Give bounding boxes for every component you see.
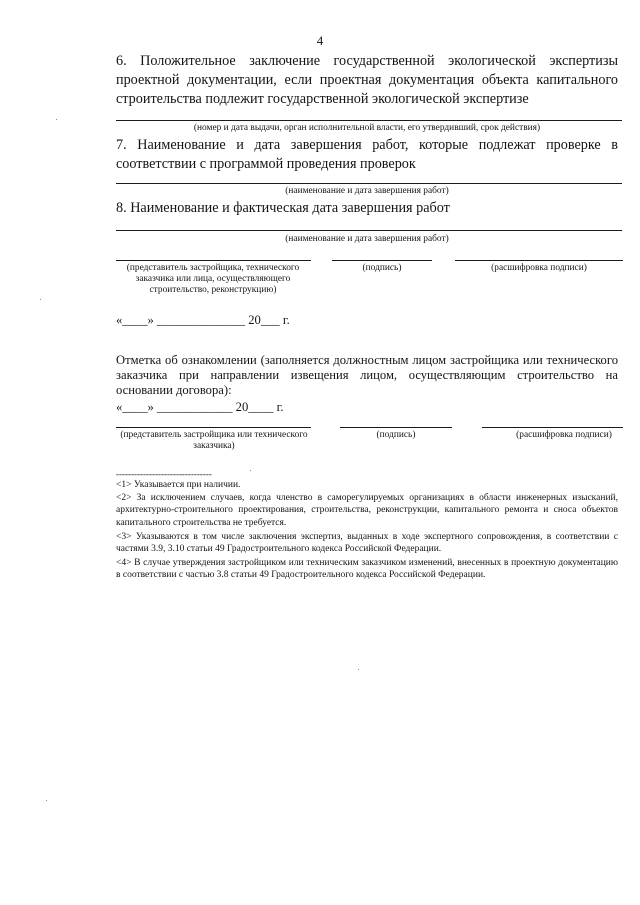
footnote-3: <3> Указываются в том числе заключения экспертиз, выданных в ходе экспертного сопровождения, в соответствии с частями 3.9, 3.10 статьи 49 Градостроительного кодекса Российской Федерации. [116,532,618,555]
sign-signature-line [332,260,432,261]
ack-decode-caption: (расшифровка подписи) [516,430,612,440]
ack-sign-signature-line [340,427,452,428]
section-8-text: 8. Наименование и фактическая дата завершения работ [116,200,450,216]
section-6-fill-line [116,120,622,121]
section-7-caption: (наименование и дата завершения работ) [285,186,449,196]
decode-caption: (расшифровка подписи) [491,263,587,273]
footnote-1: <1> Указывается при наличии. [116,480,241,490]
decode-signature-line [455,260,623,261]
scan-speck [358,669,359,670]
ack-sign-caption: (подпись) [376,430,416,440]
section-8-fill-line [116,230,622,231]
scan-speck [250,470,251,471]
rep-caption: (представитель застройщика, технического заказчика или лица, осуществляющего строительство, реконструкцию) [126,263,300,295]
acknowledgement-text: Отметка об ознакомлении (заполняется должностным лицом застройщика или технического заказчика при направлении извещения лицом, осуществляющим строительство на основании договора): [116,353,618,397]
date-line-2: «____» ____________ 20____ г. [116,400,284,414]
section-7-fill-line [116,183,622,184]
section-8-caption: (наименование и дата завершения работ) [285,234,449,244]
section-7-text: 7. Наименование и дата завершения работ, которые подлежат проверке в соответствии с программой проведения проверок [116,137,618,172]
rep-signature-line [116,260,311,261]
scan-speck [46,800,47,801]
ack-rep-signature-line [116,427,311,428]
sign-caption: (подпись) [362,263,402,273]
section-6-text: 6. Положительное заключение государственной экологической экспертизы проектной документации, если проектная документация объекта капитального строительства подлежит государственной экологической экспертизе [116,53,618,107]
ack-rep-caption: (представитель застройщика или технического заказчика) [120,430,308,451]
date-line-1: «____» ______________ 20___ г. [116,313,290,327]
scan-speck [56,119,57,120]
scan-speck [40,299,41,300]
footnote-2: <2> За исключением случаев, когда членство в саморегулируемых организациях в области инженерных изысканий, архитектурно-строительного проектирования, строительства, реконструкции, капитального ремонта и сноса объектов капитального строительства не требуется. [116,493,618,528]
footnote-separator: -------------------------------- [116,469,212,479]
ack-decode-signature-line [482,427,623,428]
page-number: 4 [316,33,324,48]
footnote-4: <4> В случае утверждения застройщиком или техническим заказчиком изменений, внесенных в проектную документацию в соответствии с частью 3.8 статьи 49 Градостроительного кодекса Российской Федерации. [116,558,618,581]
section-6-caption: (номер и дата выдачи, орган исполнительной власти, его утвердивший, срок действия) [193,123,541,133]
